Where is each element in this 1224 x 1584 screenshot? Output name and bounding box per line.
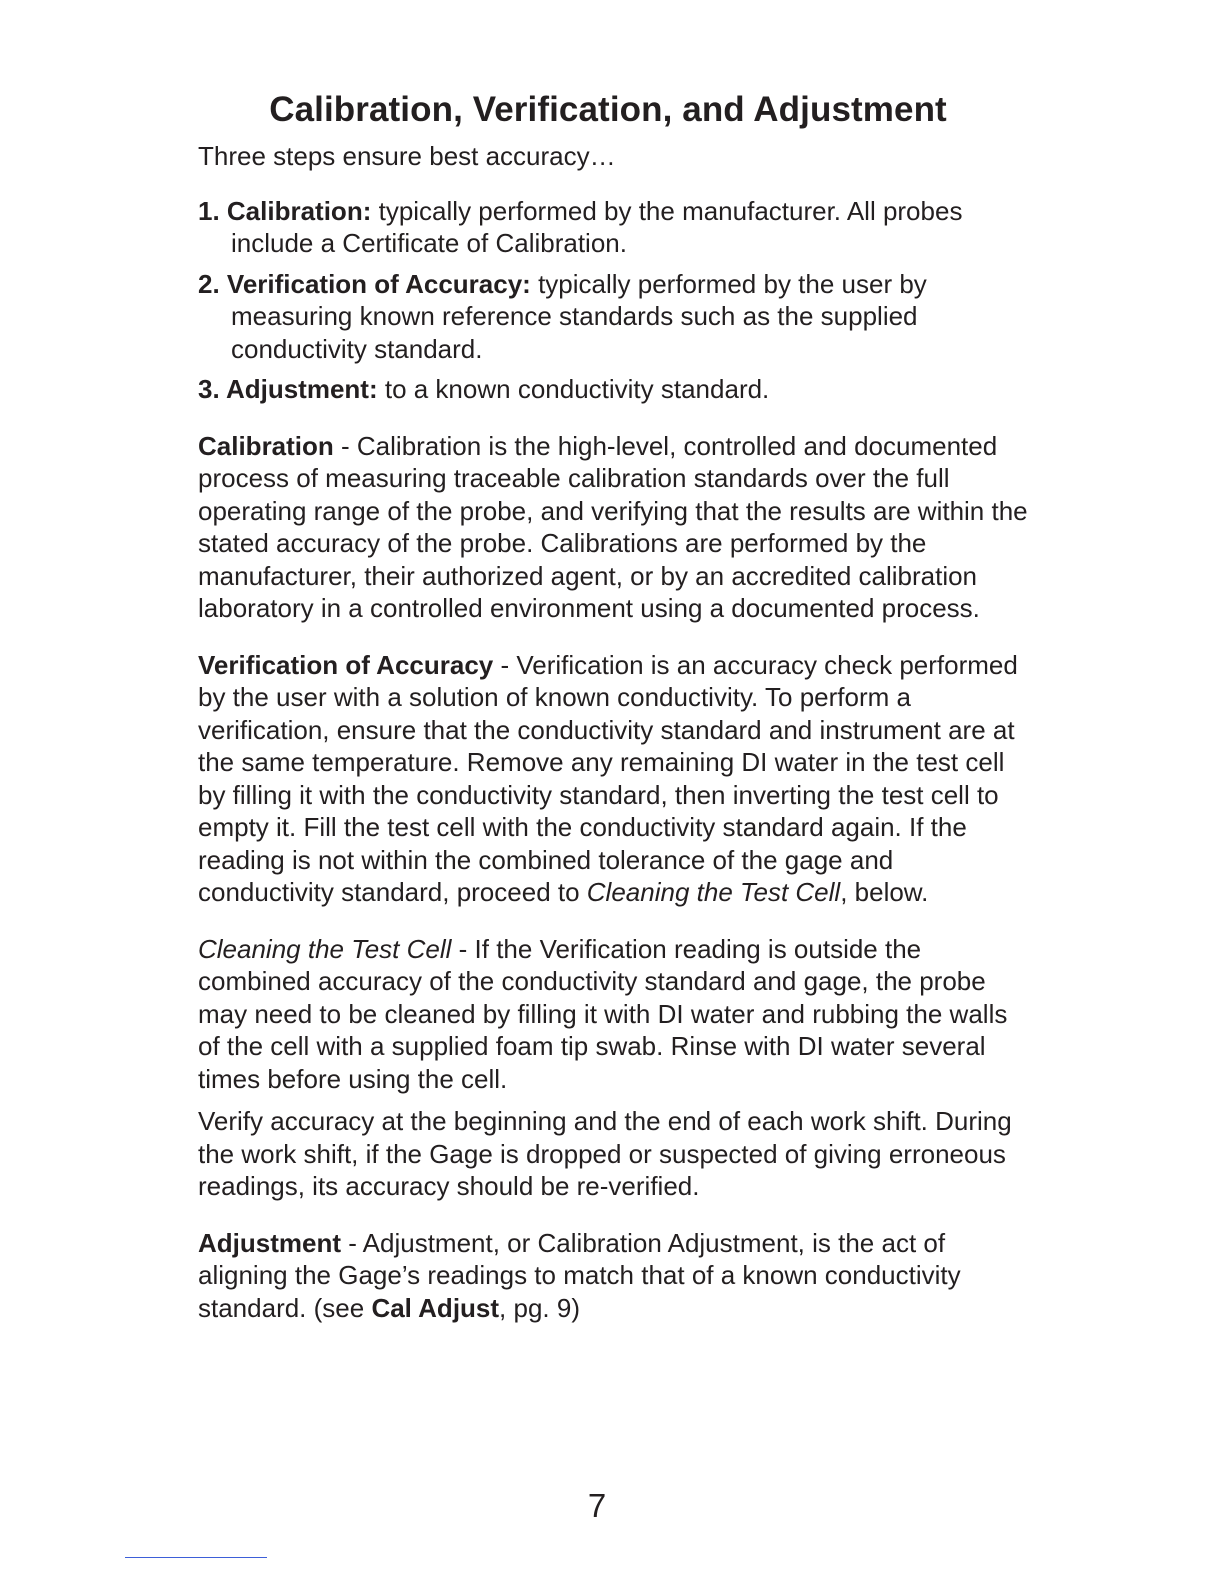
steps-list bbox=[198, 195, 1028, 406]
step-label: 3. Adjustment: bbox=[198, 374, 378, 404]
cleaning-paragraph bbox=[198, 933, 1028, 1096]
verification-text: - Verification is an accuracy check performed by the user with a solution of known conductivity. To perform a verification, ensure that the conductivity standard and instrument are at the same temperature. Remove any remaining DI water in the test cell by filling it with the conductivity standard, then inverting the test cell to empty it. Fill the test cell with the conductivity standard again. If the reading is not within the combined tolerance of the gage and conductivity standard, proceed to bbox=[198, 649, 1018, 907]
adjustment-paragraph bbox=[198, 1227, 1028, 1325]
step-label: 1. Calibration: bbox=[198, 195, 372, 226]
calibration-paragraph bbox=[198, 430, 1028, 625]
adjustment-text: - Adjustment, or Calibration Adjustment, is the act of aligning the Gage’s readings to match that of a known conductivity standard. (see bbox=[198, 1227, 961, 1323]
step-text: typically performed by the user by measuring known reference standards such as the supplied conductivity standard. bbox=[231, 268, 927, 364]
verify-shift-paragraph: Verify accuracy at the beginning and the end of each work shift. During the work shift, if the Gage is dropped or suspected of giving erroneous readings, its accuracy should be re-verified. bbox=[198, 1106, 1012, 1201]
cleaning-text: - If the Verification reading is outside the combined accuracy of the conductivity standard and gage, the probe may need to be cleaned by filling it with DI water and rubbing the walls of the cell with a supplied foam tip swab. Rinse with DI water several times before using the cell. bbox=[198, 933, 1008, 1094]
adjustment-heading: Adjustment bbox=[198, 1227, 341, 1258]
list-item bbox=[198, 195, 1028, 260]
calibration-text: - Calibration is the high-level, controlled and documented process of measuring traceable calibration standards over the full operating range of the probe, and verifying that the results are within the stated accuracy of the probe. Calibrations are performed by the manufacturer, their authorized agent, or by an accredited calibration laboratory in a controlled environment using a documented process. bbox=[198, 430, 1028, 623]
list-item bbox=[198, 268, 1028, 366]
step-label: 2. Verification of Accuracy: bbox=[198, 268, 531, 299]
footer-rule bbox=[125, 1557, 267, 1558]
adjustment-text-end: , pg. 9) bbox=[499, 1292, 580, 1323]
cal-adjust-reference: Cal Adjust bbox=[371, 1292, 500, 1323]
page-title: Calibration, Verification, and Adjustment bbox=[269, 90, 947, 129]
list-item bbox=[198, 373, 1028, 406]
cleaning-heading: Cleaning the Test Cell bbox=[198, 933, 452, 964]
step-text: to a known conductivity standard. bbox=[384, 374, 770, 404]
verification-paragraph bbox=[198, 649, 1028, 909]
cleaning-reference: Cleaning the Test Cell bbox=[586, 877, 841, 907]
verification-text-end: , below. bbox=[840, 877, 929, 907]
document-page bbox=[198, 88, 1028, 1324]
intro-text: Three steps ensure best accuracy… bbox=[198, 141, 616, 171]
page-number: 7 bbox=[587, 1487, 607, 1524]
step-text: typically performed by the manufacturer. All probes include a Certificate of Calibration. bbox=[231, 195, 963, 258]
calibration-heading: Calibration bbox=[198, 430, 334, 461]
verification-heading: Verification of Accuracy bbox=[198, 649, 494, 680]
